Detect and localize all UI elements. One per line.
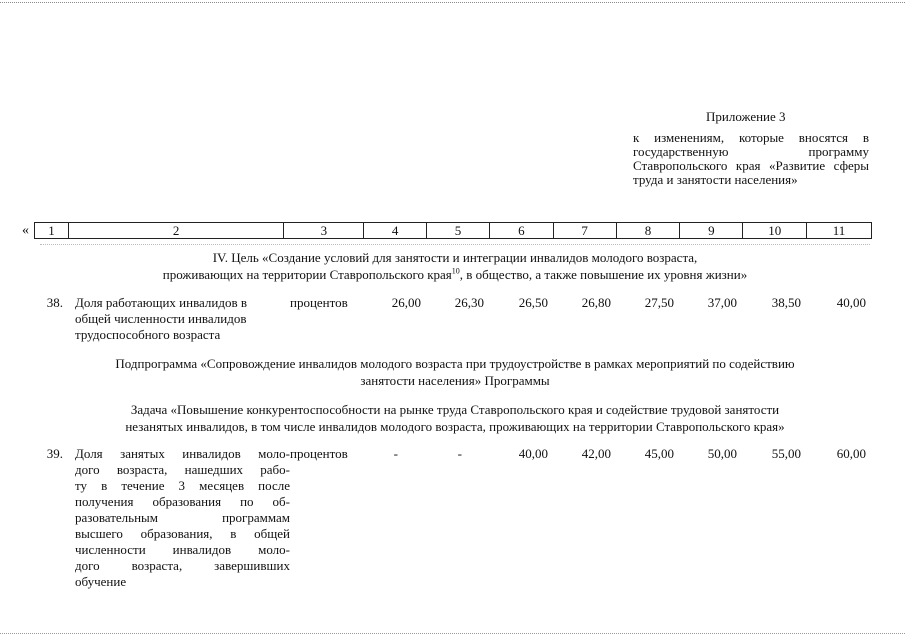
header-col-10: 10 [743, 223, 807, 238]
header-col-8: 8 [617, 223, 681, 238]
indicator-line: высшего образования, в общей [75, 526, 290, 541]
row-38-value: 26,30 [454, 295, 484, 310]
indicator-line: дого возраста, нашедших рабо- [75, 462, 290, 477]
indicator-line: дого возраста, завершивших [75, 558, 290, 573]
indicator-line: разовательным программам [75, 510, 290, 525]
goal-line2-tail: , в общество, а также повышение их уровня жизни» [459, 267, 748, 282]
header-col-6: 6 [490, 223, 554, 238]
row-39-unit: процентов [290, 446, 348, 461]
header-col-11: 11 [832, 223, 846, 238]
goal-heading-line2 [40, 267, 870, 283]
table-header-row [34, 222, 872, 239]
row-39-value: 42,00 [581, 446, 611, 461]
row-38-value: 38,50 [771, 295, 801, 310]
appendix-note: к изменениям, которые вносятся в государственную программу Ставропольского края «Развитие сферы труда и занятости населения» [633, 130, 869, 187]
row-38-value: 37,00 [707, 295, 737, 310]
row-39-value: 50,00 [707, 446, 737, 461]
indicator-line: ту в течение 3 месяцев после [75, 478, 290, 493]
header-col-3: 3 [284, 223, 364, 238]
subprogram-heading-line2: занятости населения» Программы [360, 373, 550, 388]
row-38-value: 26,00 [391, 295, 421, 310]
row-39-value: 40,00 [518, 446, 548, 461]
indicator-line: трудоспособного возраста [75, 327, 221, 342]
row-38-unit: процентов [290, 295, 348, 310]
row-38-number: 38. [46, 295, 63, 310]
top-scan-rule [0, 2, 905, 3]
row-separator [40, 244, 870, 245]
subprogram-heading-line1: Подпрограмма «Сопровождение инвалидов молодого возраста при трудоустройстве в рамках мероприятий по содействию [115, 356, 795, 371]
header-col-5: 5 [427, 223, 490, 238]
row-39-value: - [393, 446, 398, 461]
header-col-2: 2 [69, 223, 284, 238]
header-col-9: 9 [680, 223, 743, 238]
indicator-line: получения образования по об- [75, 494, 290, 509]
indicator-line: общей численности инвалидов [75, 311, 247, 326]
row-38-value: 26,50 [518, 295, 548, 310]
indicator-line: Доля работающих инвалидов в [75, 295, 248, 310]
row-39-value: 45,00 [644, 446, 674, 461]
task-heading-line1: Задача «Повышение конкурентоспособности на рынке труда Ставропольского края и содействие трудовой занятости [130, 402, 780, 417]
row-39-value: 60,00 [836, 446, 866, 461]
indicator-line: Доля занятых инвалидов моло- [75, 446, 290, 461]
row-39-number: 39. [46, 446, 63, 461]
indicator-line: обучение [75, 574, 127, 589]
row-39-indicator [75, 446, 290, 590]
row-39-value: 55,00 [771, 446, 801, 461]
row-38-value: 27,50 [644, 295, 674, 310]
goal-line2-text: проживающих на территории Ставропольского края [162, 267, 452, 282]
row-38-indicator [75, 295, 290, 343]
indicator-line: численности инвалидов моло- [75, 542, 290, 557]
opening-quote: « [22, 223, 29, 238]
header-col-4: 4 [364, 223, 427, 238]
row-38-value: 26,80 [581, 295, 611, 310]
row-39-value: - [457, 446, 462, 461]
goal-heading-line1: IV. Цель «Создание условий для занятости и интеграции инвалидов молодого возраста, [212, 250, 698, 265]
header-col-1: 1 [35, 223, 69, 238]
header-col-7: 7 [554, 223, 617, 238]
row-38-value: 40,00 [836, 295, 866, 310]
footnote-marker: 10 [451, 266, 460, 276]
task-heading-line2: незанятых инвалидов, в том числе инвалидов молодого возраста, проживающих на территории Ставропольского края» [125, 419, 785, 434]
bottom-scan-rule [0, 633, 905, 634]
appendix-title: Приложение 3 [706, 109, 786, 124]
